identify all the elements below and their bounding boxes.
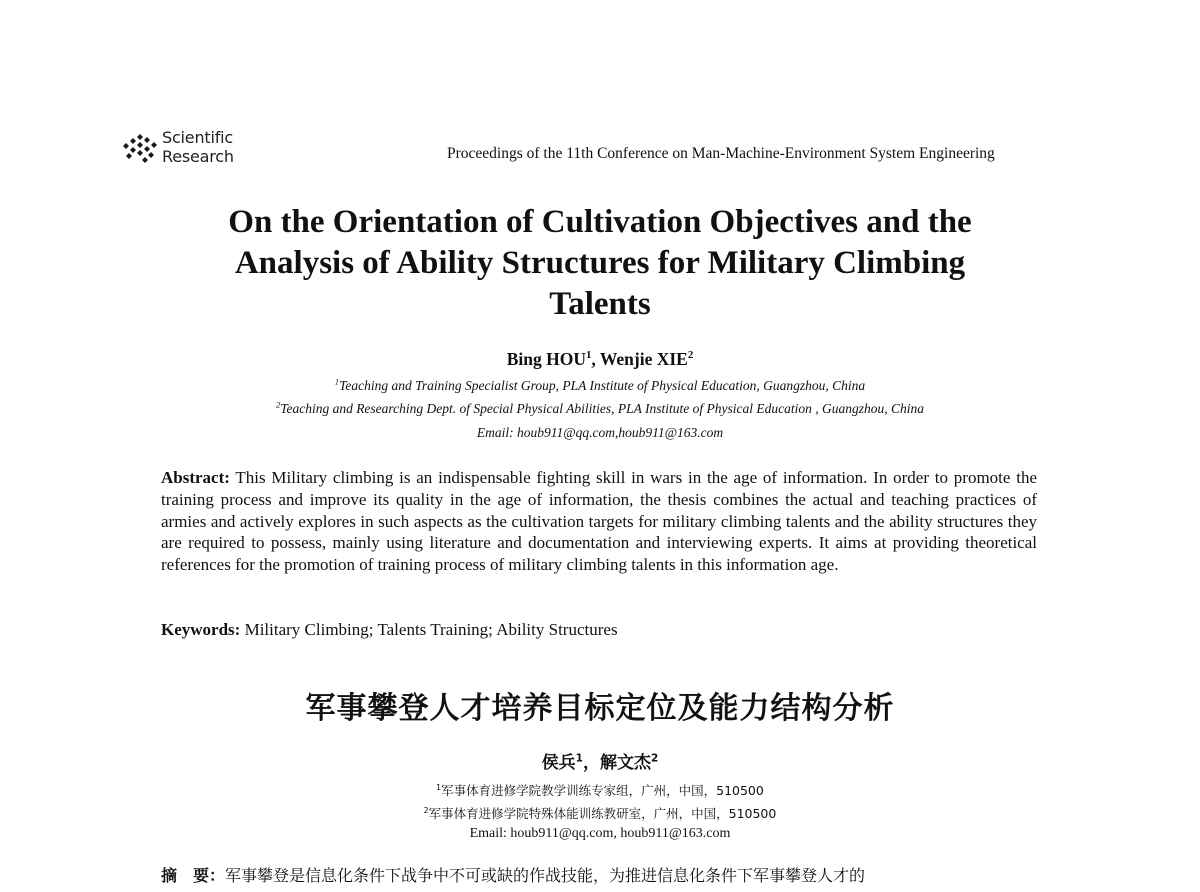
affiliation-mark: 1: [436, 782, 442, 792]
chinese-abstract-text: 军事攀登是信息化条件下战争中不可或缺的作战技能，为推进信息化条件下军事攀登人才的: [225, 866, 866, 885]
affiliation-text: 军事体育进修学院特殊体能训练教研室，广州，中国，510500: [428, 806, 777, 821]
affiliation: [0, 378, 1200, 394]
chinese-author-name: 解文杰: [600, 753, 651, 773]
chinese-authors: [0, 748, 1200, 773]
publisher-name-line2: Research: [162, 147, 234, 166]
abstract-label: Abstract:: [161, 468, 230, 487]
keywords-text: Military Climbing; Talents Training; Ability Structures: [240, 620, 618, 639]
affiliation-text: 军事体育进修学院教学训练专家组，广州，中国，510500: [441, 783, 764, 798]
publisher-name-line1: Scientific: [162, 128, 233, 147]
chinese-abstract-label: 摘 要：: [161, 866, 226, 885]
abstract-text: This Military climbing is an indispensable fighting skill in wars in the age of information. In order to promote the training process and improve its quality in the age of information, the thesis combines the actual and teaching practices of armies and actively explores in such aspects as the cultivation targets for military climbing talents and the ability structures they are required to possess, mainly using literature and documentation and interviewing experts. It aims at providing theoretical references for the promotion of training process of military climbing talents in this information age.: [161, 468, 1037, 575]
author-email: Email: houb911@qq.com,houb911@163.com: [476, 425, 724, 440]
author-affiliation-mark: 1: [575, 752, 583, 765]
chinese-author-name: 侯兵: [541, 753, 576, 773]
author-affiliation-mark: 2: [687, 349, 694, 362]
keywords-label: Keywords:: [161, 620, 241, 639]
affiliation-text: Teaching and Researching Dept. of Special Physical Abilities, PLA Institute of Physical Education , Guangzhou, China: [280, 401, 924, 416]
chinese-email: Email: houb911@qq.com, houb911@163.com: [469, 826, 731, 841]
author-name: Wenjie XIE: [599, 349, 688, 369]
scientific-research-logo-icon: [120, 130, 160, 168]
chinese-affiliation: [0, 781, 1200, 799]
affiliation-mark: 2: [423, 805, 429, 815]
author-separator: ,: [591, 349, 600, 369]
chinese-affiliation: [0, 804, 1200, 822]
proceedings-header: Proceedings of the 11th Conference on Man-Machine-Environment System Engineering: [447, 145, 995, 162]
author-separator: ，: [583, 753, 600, 773]
chinese-abstract: [161, 863, 1041, 886]
author-affiliation-mark: 1: [585, 349, 592, 362]
title-line: On the Orientation of Cultivation Objectives and the: [228, 204, 972, 240]
title-line: Analysis of Ability Structures for Military Climbing: [234, 245, 966, 281]
keywords: [161, 620, 618, 640]
abstract: [161, 467, 1037, 576]
author-name: Bing HOU: [506, 349, 586, 369]
affiliation-mark: 1: [334, 377, 340, 387]
authors: [0, 349, 1200, 370]
affiliation: [0, 401, 1200, 417]
affiliation-text: Teaching and Training Specialist Group, PLA Institute of Physical Education, Guangzhou, China: [339, 378, 866, 393]
author-affiliation-mark: 2: [651, 752, 659, 765]
affiliation-mark: 2: [276, 400, 281, 410]
title-line: Talents: [549, 286, 651, 322]
publisher-logo: [120, 128, 250, 170]
paper-title: [0, 202, 1200, 325]
chinese-title: 军事攀登人才培养目标定位及能力结构分析: [305, 691, 895, 726]
